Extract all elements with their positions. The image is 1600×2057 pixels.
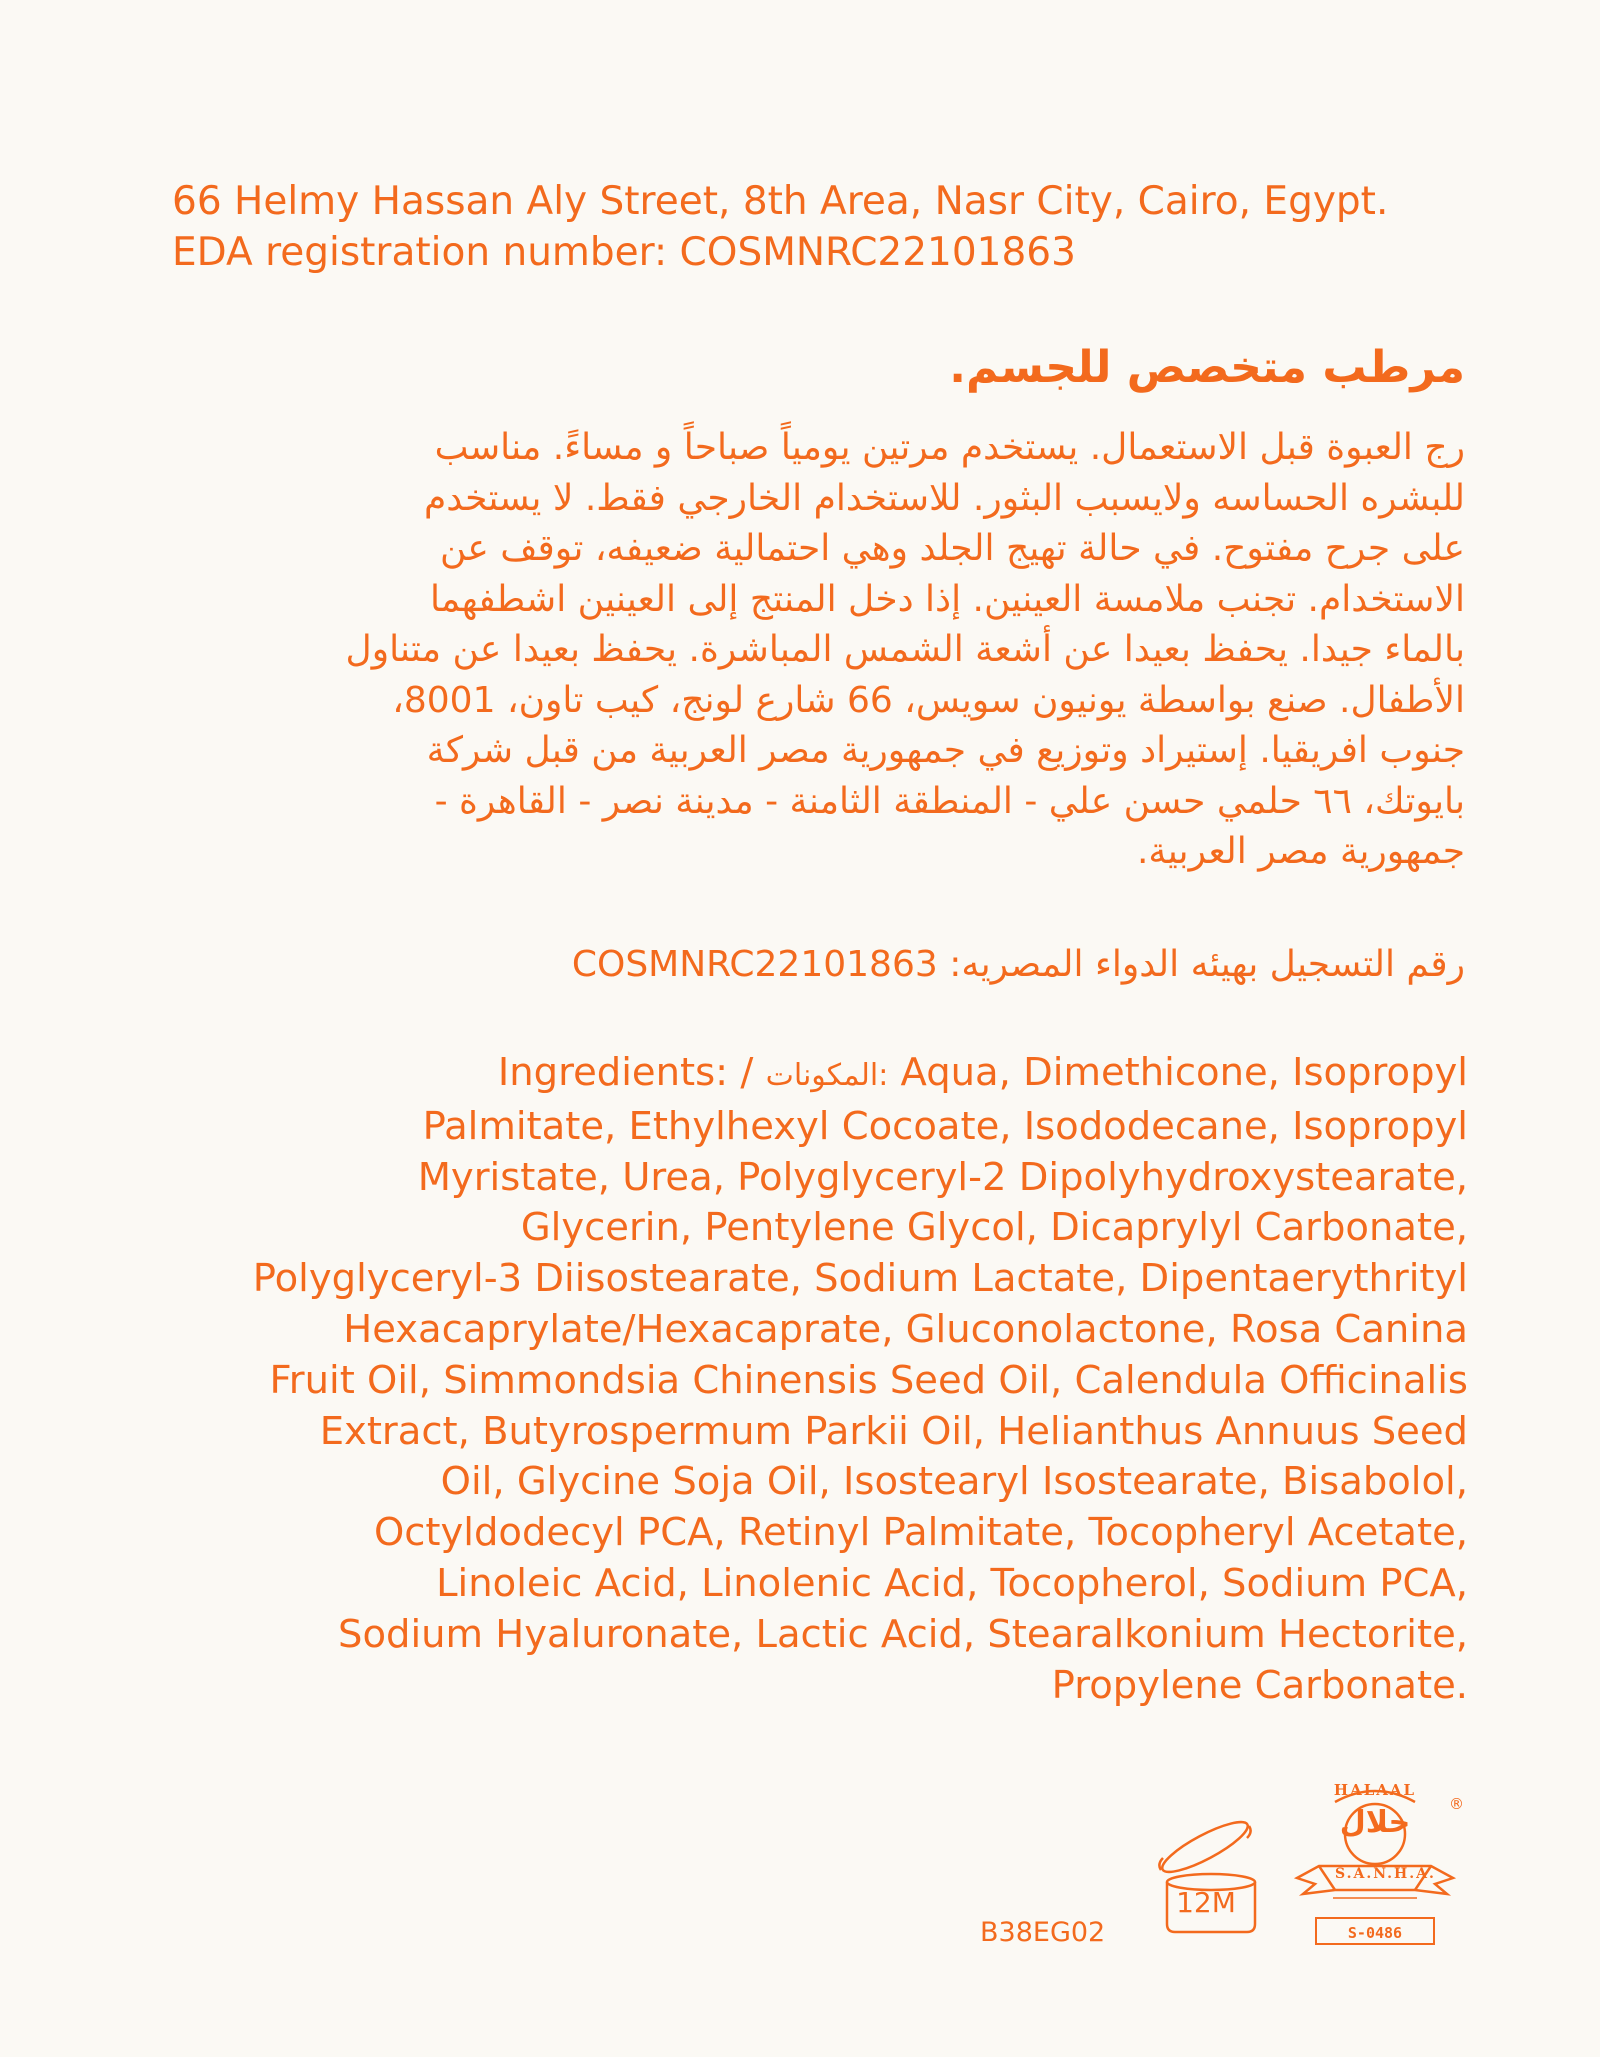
registered-mark: ® — [1449, 1795, 1464, 1813]
ingredients-label-ar: المكونات: — [765, 1058, 889, 1093]
ingredient-line: Hexacaprylate/Hexacaprate, Gluconolactone, Rosa Canina — [343, 1306, 1468, 1352]
ingredients-first-line-rest: Aqua, Dimethicone, Isopropyl — [888, 1050, 1468, 1095]
eda-registration-line: EDA registration number: COSMNRC22101863 — [172, 230, 1076, 275]
arabic-line: على جرح مفتوح. في حالة تهيج الجلد وهي احتمالية ضعيفه، توقف عن — [439, 528, 1465, 569]
arabic-line: بايوتك، ٦٦ حلمي حسن علي - المنطقة الثامنة - مدينة نصر - القاهرة - — [434, 780, 1465, 822]
halaal-banner-text: S.A.N.H.A. — [1335, 1866, 1436, 1882]
ingredients-label-en: Ingredients: / — [497, 1050, 766, 1095]
ingredients-list — [168, 1048, 1468, 1711]
ingredient-line: Palmitate, Ethylhexyl Cocoate, Isododecane, Isopropyl — [422, 1103, 1468, 1149]
arabic-instructions — [175, 423, 1465, 878]
ingredients-first-line — [168, 1048, 1468, 1102]
arabic-line: الاستخدام. تجنب ملامسة العينين. إذا دخل المنتج إلى العينين اشطفهما — [429, 578, 1465, 620]
arabic-line: رج العبوة قبل الاستعمال. يستخدم مرتين يومياً صباحاً و مساءً. مناسب — [434, 427, 1465, 468]
arabic-registration-line: رقم التسجيل بهيئه الدواء المصريه: COSMNRC22101863 — [571, 944, 1465, 985]
address-line: 66 Helmy Hassan Aly Street, 8th Area, Nasr City, Cairo, Egypt. — [172, 179, 1389, 224]
manufacturer-address-block — [172, 176, 1472, 278]
halaal-registration-box: S-0486 — [1315, 1917, 1435, 1945]
ingredient-line: Oil, Glycine Soja Oil, Isostearyl Isostearate, Bisabolol, — [440, 1459, 1468, 1505]
halaal-top-text: HALAAL — [1333, 1781, 1417, 1799]
arabic-product-heading: مرطب متخصص للجسم. — [949, 342, 1465, 393]
lot-code: B38EG02 — [980, 1917, 1106, 1948]
ingredient-line: Octyldodecyl PCA, Retinyl Palmitate, Tocopheryl Acetate, — [373, 1510, 1468, 1556]
arabic-line: للبشره الحساسه ولايسبب البثور. للاستخدام الخارجي فقط. لا يستخدم — [424, 477, 1465, 519]
halaal-seal-icon — [1275, 1782, 1475, 1914]
ingredient-line: Polyglyceryl-3 Diisostearate, Sodium Lactate, Dipentaerythrityl — [252, 1256, 1468, 1302]
arabic-line: الأطفال. صنع بواسطة يونيون سويس، 66 شارع لونج، كيب تاون، 8001، — [392, 679, 1465, 721]
arabic-line: بالماء جيدا. يحفظ بعيدا عن أشعة الشمس المباشرة. يحفظ بعيدا عن متناول — [345, 629, 1465, 670]
arabic-line: جنوب افريقيا. إستيراد وتوزيع في جمهورية مصر العربية من قبل شركة — [426, 730, 1465, 771]
pao-period-label: 12M — [1176, 1886, 1236, 1919]
ingredient-line: Propylene Carbonate. — [1051, 1662, 1468, 1708]
ingredient-line: Sodium Hyaluronate, Lactic Acid, Stearalkonium Hectorite, — [338, 1611, 1468, 1657]
ingredient-line: Linoleic Acid, Linolenic Acid, Tocopherol, Sodium PCA, — [436, 1560, 1468, 1606]
ingredient-line: Extract, Butyrospermum Parkii Oil, Helianthus Annuus Seed — [319, 1408, 1468, 1454]
halaal-arabic-text: حلال — [1339, 1805, 1411, 1840]
ingredient-line: Glycerin, Pentylene Glycol, Dicaprylyl Carbonate, — [520, 1205, 1468, 1251]
ingredient-line: Fruit Oil, Simmondsia Chinensis Seed Oil, Calendula Officinalis — [269, 1357, 1468, 1403]
ingredient-line: Myristate, Urea, Polyglyceryl-2 Dipolyhydroxystearate, — [417, 1154, 1468, 1200]
arabic-line: جمهورية مصر العربية. — [1136, 831, 1465, 872]
